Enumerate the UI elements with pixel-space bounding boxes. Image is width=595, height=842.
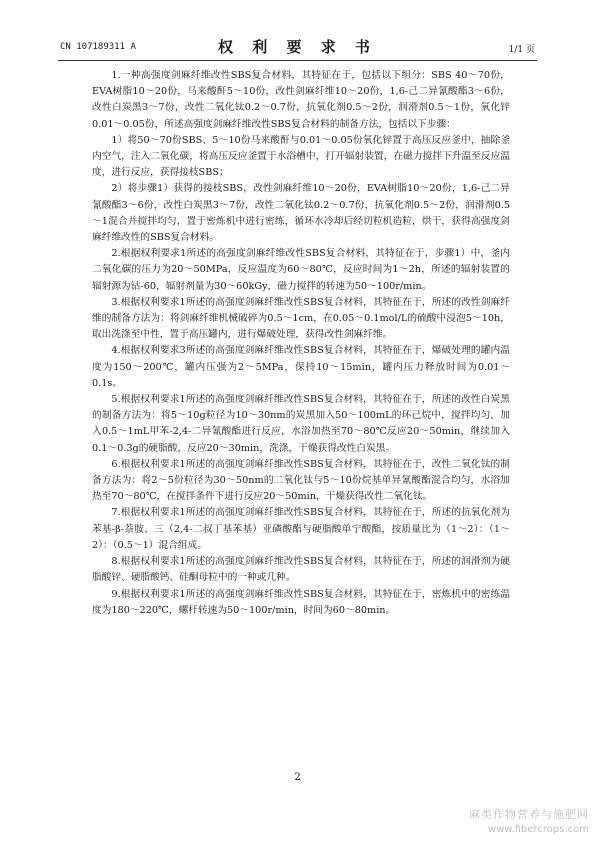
claim-3: 3.根据权利要求1所述的高强度剑麻纤维改性SBS复合材料，其特征在于，所述的改性剑麻纤维的制备方法为：将剑麻纤维机械破碎为0.5～1cm，在0.05～0.1mol/L的硫酸中浸泡5～10h，取出洗涤至中性，置于高压罐内，进行爆破处理，获得改性剑麻纤维。 xyxy=(92,296,510,341)
claim-6: 6.根据权利要求1所述的高强度剑麻纤维改性SBS复合材料，其特征在于，改性二氧化钛的制备方法为：将2～5份粒径为30～50nm的二氧化钛与5～10份烷基单异氰酸酯混合均匀，水浴加热至70～80℃，在搅拌条件下进行反应20～50min，干燥获得改性二氧化钛。 xyxy=(92,458,510,503)
claim-4: 4.根据权利要求3所述的高强度剑麻纤维改性SBS复合材料，其特征在于，爆破处理的罐内温度为150～200℃，罐内压强为2～5MPa，保持10～15min，罐内压力释放时间为0.01～0.1s。 xyxy=(92,345,510,389)
patent-number: CN 107189311 A xyxy=(60,42,136,52)
claim-1: 1.一种高强度剑麻纤维改性SBS复合材料，其特征在于，包括以下组分：SBS 40～70份，EVA树脂10～20份，马来酸酐5～10份，改性剑麻纤维10～20份，1,6-己二异氰酸酯3～6份，改性白炭黑3～7份，改性二氧化钛0.2～0.7份，抗氧化剂0.5～2份，润滑剂0.5～1份，氧化锌0.01～0.05份，所述高强度剑麻纤维改性SBS复合材料的制备方法，包括以下步骤： xyxy=(92,70,510,130)
claim-7: 7.根据权利要求1所述的高强度剑麻纤维改性SBS复合材料，其特征在于，所述的抗氧化剂为苯基-β-萘胺、三（2,4-二叔丁基苯基）亚磷酸酯与硬脂酸单宁酸酯，按质量比为（1～2）：（1～2）：（0.5～1）混合组成。 xyxy=(92,507,510,551)
claim-1-step-1: 1）将50～70份SBS、5～10份马来酸酐与0.01～0.05份氧化锌置于高压反应釜中，抽除釜内空气，注入二氧化碳，将高压反应釜置于水浴槽中，打开辐射装置，在磁力搅拌下升温至反应温度，进行反应，获得接枝SBS； xyxy=(92,134,510,179)
watermark-url: www.fibercrops.com xyxy=(487,824,589,835)
document-header xyxy=(58,36,537,58)
claim-2: 2.根据权利要求1所述的高强度剑麻纤维改性SBS复合材料，其特征在于，步骤1）中，釜内二氧化碳的压力为20～50MPa，反应温度为60～80℃，反应时间为1～2h，所述的辐射装置的辐射源为钴-60，辐射剂量为30～60kGy，磁力搅拌的转速为50～100r/min。 xyxy=(92,248,510,292)
watermark-name: 麻类作物营养与施肥网 xyxy=(469,808,589,821)
header-rule xyxy=(58,60,537,61)
claim-9: 9.根据权利要求1所述的高强度剑麻纤维改性SBS复合材料，其特征在于，密炼机中的密练温度为180～220℃，螺杆转速为50～100r/min，时间为60～80min。 xyxy=(92,588,510,616)
claim-5: 5.根据权利要求1所述的高强度剑麻纤维改性SBS复合材料，其特征在于，所述的改性白炭黑的制备方法为：将5～10g粒径为10～30nm的炭黑加入50～100mL的环己烷中，搅拌均匀，加入0.5～1mL甲苯-2,4-二异氰酸酯进行反应，水浴加热至70～80℃反应20～50min，继续加入0.1～0.3g的硬脂酸，反应20～30min，洗涤，干燥获得改性白炭黑。 xyxy=(92,394,510,454)
watermark xyxy=(469,806,589,835)
claim-8: 8.根据权利要求1所述的高强度剑麻纤维改性SBS复合材料，其特征在于，所述的润滑剂为硬脂酸锌、硬脂酸钙、硅酮母粒中的一种或几种。 xyxy=(92,556,510,584)
claims-body xyxy=(92,68,510,619)
document-title: 权 利 要 求 书 xyxy=(218,38,377,56)
page-info: 1/1 页 xyxy=(508,45,535,55)
page-number: 2 xyxy=(294,772,301,783)
claim-1-step-2: 2）将步骤1）获得的接枝SBS，改性剑麻纤维10～20份，EVA树脂10～20份，1,6-己二异氰酸酯3～6份，改性白炭黑3～7份，改性二氧化钛0.2～0.7份，抗氧化剂0.5～2份，润滑剂0.5～1混合并搅拌均匀，置于密炼机中进行密练，循环水冷却后经切粒机造粒，烘干，获得高强度剑麻纤维改性的SBS复合材料。 xyxy=(92,183,510,244)
